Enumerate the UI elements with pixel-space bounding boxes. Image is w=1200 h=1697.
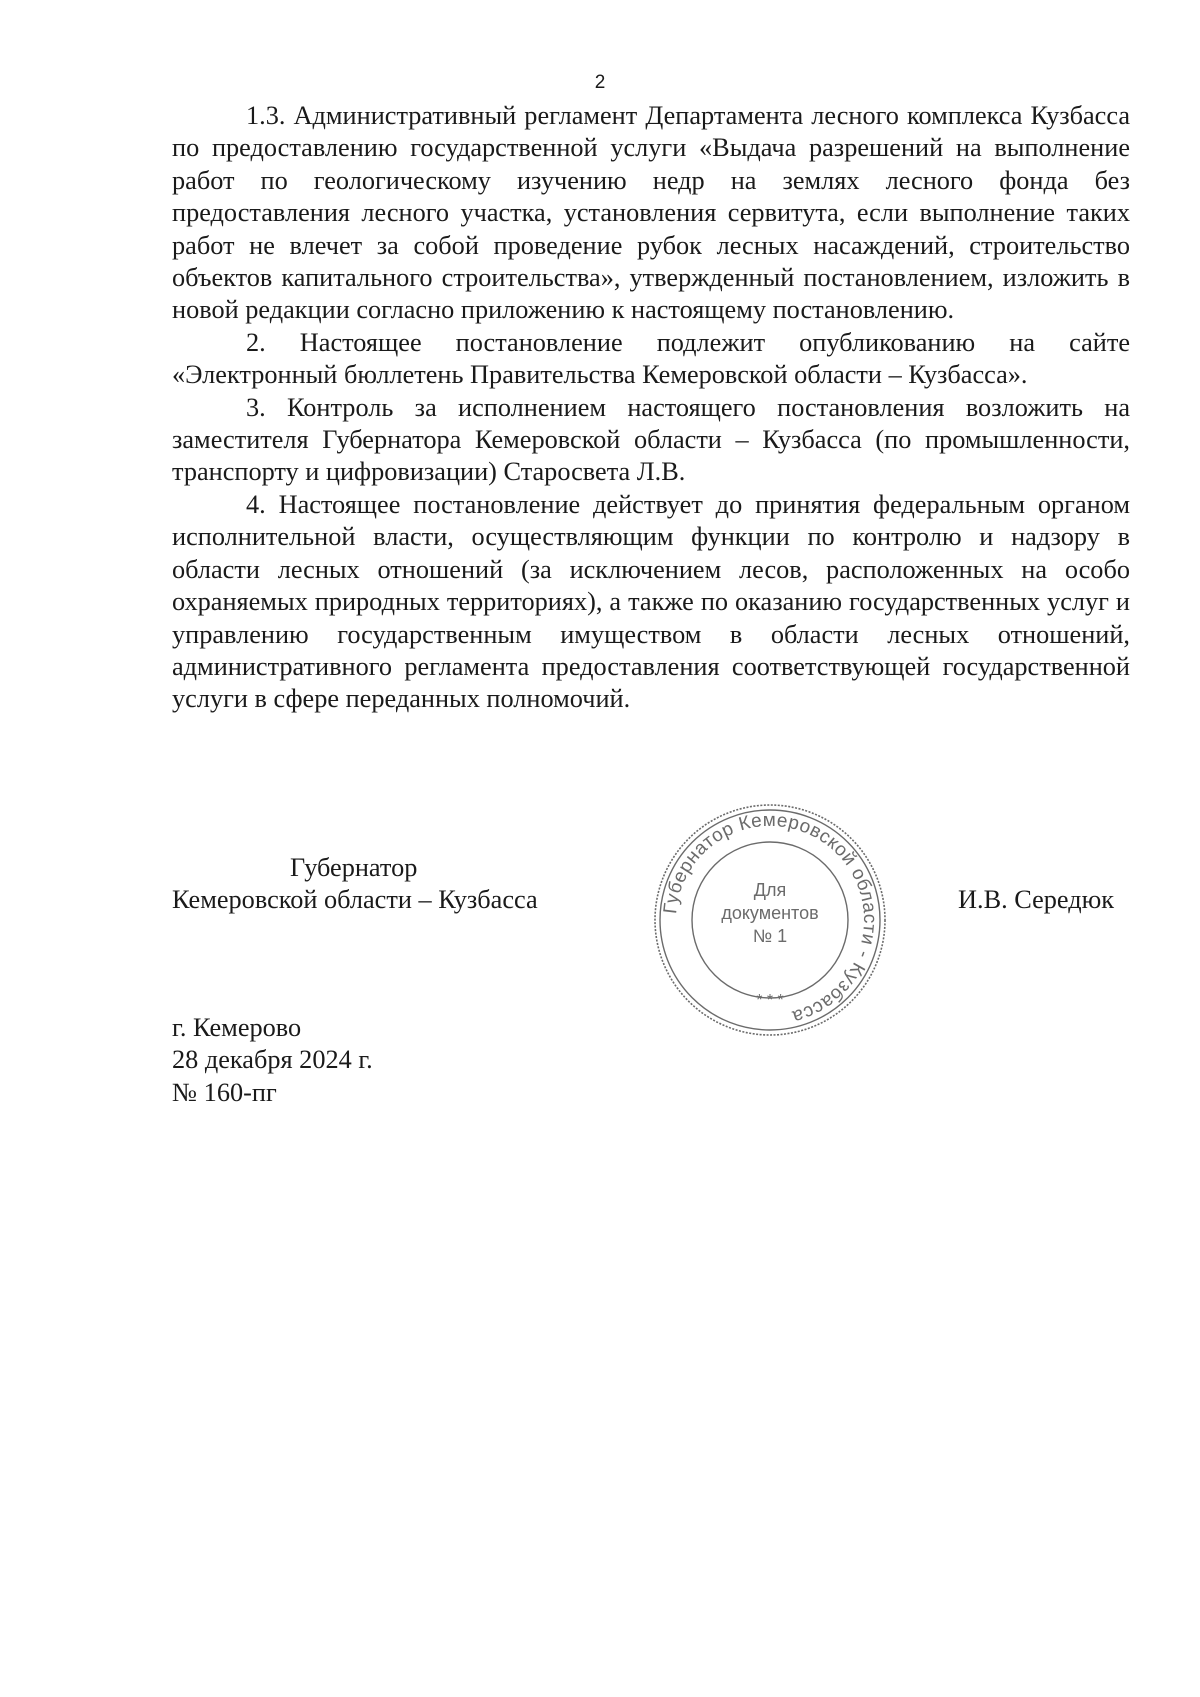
stamp-center-line2: документов xyxy=(721,903,819,923)
signatory-title xyxy=(172,852,538,917)
document-footer xyxy=(172,1012,373,1109)
signatory-title-line1: Губернатор xyxy=(290,853,418,882)
official-seal-stamp xyxy=(650,800,890,1040)
signatory-title-line2: Кемеровской области – Кузбасса xyxy=(172,885,538,915)
paragraph-3: 3. Контроль за исполнением настоящего постановления возложить на заместителя Губернатора Кемеровской области – Кузбасса (по промышленности, транспорту и цифровизации) Старосвета Л.В. xyxy=(172,392,1130,487)
document-body xyxy=(172,100,1130,716)
issue-date: 28 декабря 2024 г. xyxy=(172,1045,373,1075)
stamp-bottom-mark: * * * xyxy=(756,992,784,1009)
stamp-center-line1: Для xyxy=(753,880,787,900)
stamp-center-line3: № 1 xyxy=(752,926,788,946)
paragraph-4: 4. Настоящее постановление действует до принятия федеральным органом исполнительной власти, осуществляющим функции по контролю и надзору в области лесных отношений (за исключением лесов, расположенных на особо охраняемых природных территориях), а также по оказанию государственных услуг и управлению государственным имуществом в области лесных отношений, административного регламента предоставления соответствующей государственной услуги в сфере переданных полномочий. xyxy=(172,489,1130,714)
stamp-ring-text: Губернатор Кемеровской области - Кузбасса xyxy=(660,809,881,1028)
signatory-name: И.В. Середюк xyxy=(958,885,1115,914)
paragraph-2: 2. Настоящее постановление подлежит опубликованию на сайте «Электронный бюллетень Правительства Кемеровской области – Кузбасса». xyxy=(172,327,1130,390)
page-number: 2 xyxy=(594,72,606,93)
document-number: № 160-пг xyxy=(172,1077,277,1107)
issue-place: г. Кемерово xyxy=(172,1013,302,1042)
paragraph-1-3: 1.3. Административный регламент Департамента лесного комплекса Кузбасса по предоставлению государственной услуги «Выдача разрешений на выполнение работ по геологическому изучению недр на землях лесного фонда без предоставления лесного участка, установления сервитута, если выполнение таких работ не влечет за собой проведение рубок лесных насаждений, строительство объектов капитального строительства», утвержденный постановлением, изложить в новой редакции согласно приложению к настоящему постановлению. xyxy=(172,101,1130,325)
